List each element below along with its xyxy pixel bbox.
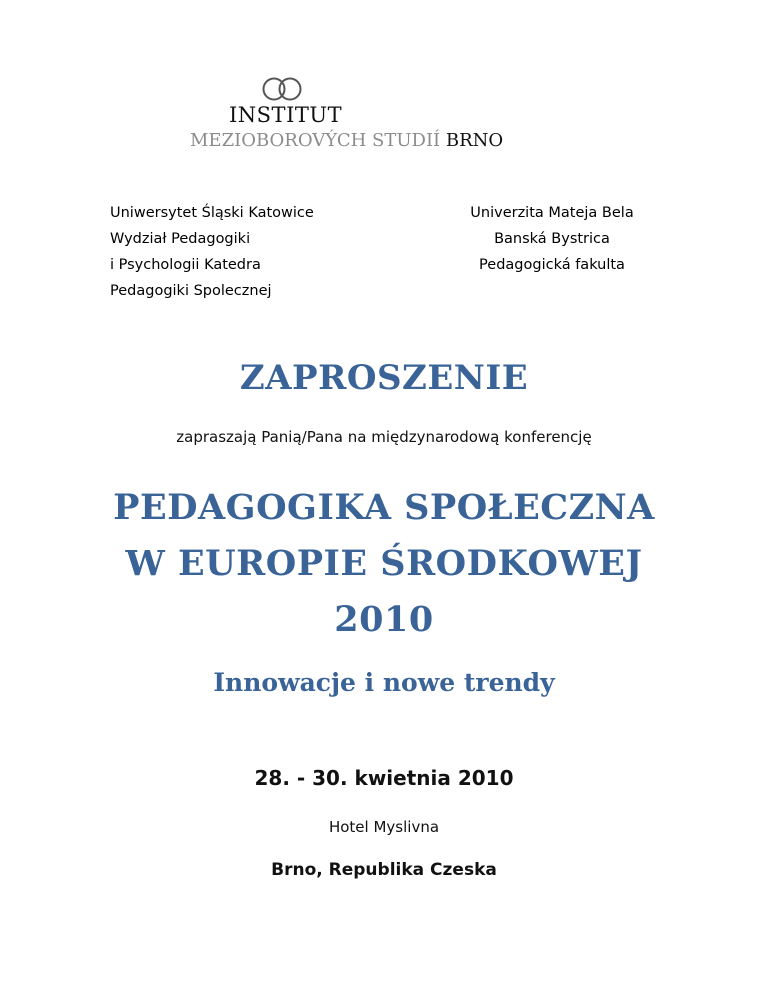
conference-location: Brno, Republika Czeska [271,860,497,880]
organizer-right-line: Univerzita Mateja Bela [470,205,634,221]
conference-subtitle: Innowacje i nowe trendy [213,668,555,697]
invitation-text: zapraszają Panią/Pana na międzynarodową konferencję [176,428,592,446]
conference-title [0,480,768,648]
conference-venue: Hotel Myslivna [328,818,440,836]
logo-brno-text: BRNO [445,130,504,151]
organizer-left-block [110,200,314,304]
institute-logo [190,76,570,156]
two-rings-logo-icon [257,76,309,102]
organizer-left-line: Uniwersytet Śląski Katowice [110,205,314,221]
conference-title-line: PEDAGOGIKA SPOŁECZNA [113,487,655,528]
organizer-left-line: Wydział Pedagogiki [110,231,251,247]
logo-subtitle-text [190,130,503,151]
conference-title-line: W EUROPIE ŚRODKOWEJ [125,543,643,584]
invitation-heading: ZAPROSZENIE [239,358,529,398]
organizer-right-block [452,200,652,278]
organizer-right-line: Pedagogická fakulta [479,257,625,273]
logo-institut-text: INSTITUT [229,103,343,127]
conference-dates: 28. - 30. kwietnia 2010 [254,766,514,790]
organizer-left-line: i Psychologii Katedra [110,257,261,273]
logo-mezioborovych-text: MEZIOBOROVÝCH STUDIÍ [190,130,441,151]
conference-title-line: 2010 [334,599,434,640]
organizer-right-line: Banská Bystrica [494,231,610,247]
organizer-left-line: Pedagogiki Spolecznej [110,283,272,299]
